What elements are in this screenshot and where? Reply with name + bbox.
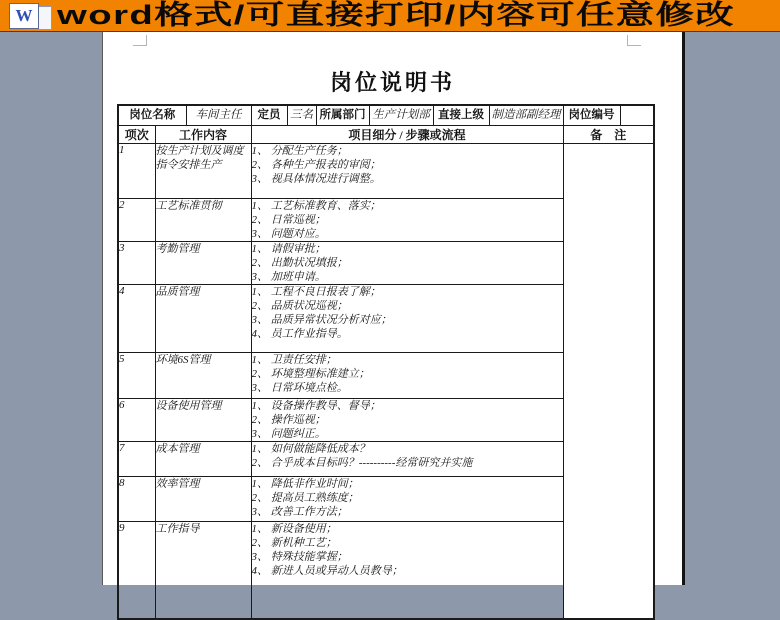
position-name-value[interactable]: 车间主任 — [186, 105, 251, 126]
row-detail[interactable] — [251, 353, 563, 399]
position-code-value[interactable] — [620, 105, 654, 126]
headcount-label: 定员 — [251, 105, 287, 126]
row-index[interactable]: 6 — [118, 399, 155, 442]
row-index[interactable]: 2 — [118, 199, 155, 242]
detail-item: 2、 环境整理标准建立； — [251, 368, 370, 380]
row-detail[interactable] — [251, 399, 563, 442]
col-header-remark: 备 注 — [563, 126, 654, 144]
detail-item: 2、 操作巡视； — [251, 414, 326, 426]
detail-item: 1、 如何做能降低成本？ — [251, 443, 370, 455]
row-content[interactable]: 环境6S管理 — [155, 353, 251, 399]
superior-value[interactable]: 制造部副经理 — [489, 105, 563, 126]
row-content[interactable]: 考勤管理 — [155, 242, 251, 285]
detail-item: 1、 设备操作教导、督导； — [251, 400, 381, 412]
department-label: 所属部门 — [316, 105, 369, 126]
detail-item: 2、 出勤状况填报； — [251, 257, 348, 269]
row-index[interactable]: 3 — [118, 242, 155, 285]
detail-item: 2、 合乎成本目标吗？----------经常研究并实施 — [251, 457, 473, 469]
detail-item: 3、 加班申请。 — [251, 271, 326, 283]
row-detail[interactable] — [251, 442, 563, 477]
text-boundary-mark-right — [627, 35, 641, 46]
row-detail[interactable] — [251, 144, 563, 199]
col-header-detail: 项目细分 / 步骤或流程 — [251, 126, 563, 144]
position-name-label: 岗位名称 — [118, 105, 186, 126]
position-code-label: 岗位编号 — [563, 105, 620, 126]
detail-item: 3、 特殊技能掌握； — [251, 551, 348, 563]
row-detail[interactable] — [251, 199, 563, 242]
detail-item: 2、 品质状况巡视； — [251, 300, 348, 312]
row-index[interactable]: 5 — [118, 353, 155, 399]
job-description-table — [117, 104, 655, 620]
detail-item: 3、 改善工作方法； — [251, 506, 348, 518]
detail-item: 2、 日常巡视； — [251, 214, 326, 226]
detail-item: 4、 新进人员或异动人员教导； — [251, 565, 403, 577]
page-title: 岗位说明书 — [329, 70, 455, 95]
department-value[interactable]: 生产计划部 — [369, 105, 433, 126]
row-index[interactable]: 9 — [118, 522, 155, 620]
row-content[interactable]: 品质管理 — [155, 285, 251, 353]
remark-cell[interactable] — [563, 144, 654, 620]
detail-item: 1、 请假审批； — [251, 243, 326, 255]
row-content[interactable]: 效率管理 — [155, 477, 251, 522]
promo-banner-text: word格式/可直接打印/内容可任意修改 — [57, 0, 736, 30]
detail-item: 3、 视具体情况进行调整。 — [251, 173, 381, 185]
detail-item: 1、 工程不良日报表了解； — [251, 286, 381, 298]
detail-item: 1、 降低非作业时间； — [251, 478, 359, 490]
detail-item: 1、 工艺标准教育、落实； — [251, 200, 381, 212]
info-header-row — [118, 105, 654, 126]
detail-item: 3、 问题纠正。 — [251, 428, 326, 440]
superior-label: 直接上级 — [433, 105, 489, 126]
row-index[interactable]: 7 — [118, 442, 155, 477]
row-content[interactable]: 工艺标准贯彻 — [155, 199, 251, 242]
row-detail[interactable] — [251, 285, 563, 353]
detail-item: 2、 提高员工熟练度； — [251, 492, 359, 504]
row-index[interactable]: 1 — [118, 144, 155, 199]
row-content[interactable]: 工作指导 — [155, 522, 251, 620]
promo-banner — [0, 0, 780, 32]
detail-item: 3、 日常环境点检。 — [251, 382, 348, 394]
col-header-content: 工作内容 — [155, 126, 251, 144]
col-header-index: 项次 — [118, 126, 155, 144]
detail-item: 3、 问题对应。 — [251, 228, 326, 240]
row-detail[interactable] — [251, 522, 563, 620]
row-content[interactable]: 设备使用管理 — [155, 399, 251, 442]
headcount-value[interactable]: 三名 — [287, 105, 316, 126]
detail-item: 3、 品质异常状况分析对应； — [251, 314, 392, 326]
table-row — [118, 144, 654, 199]
detail-item: 1、 分配生产任务； — [251, 145, 348, 157]
row-index[interactable]: 4 — [118, 285, 155, 353]
detail-item: 2、 各种生产报表的审阅； — [251, 159, 381, 171]
detail-item: 1、 卫责任安排； — [251, 354, 337, 366]
row-detail[interactable] — [251, 242, 563, 285]
row-detail[interactable] — [251, 477, 563, 522]
document-page — [102, 32, 682, 585]
text-boundary-mark-left — [133, 35, 147, 46]
word-document-icon — [8, 2, 54, 30]
word-icon-front-page: W — [9, 3, 39, 29]
row-index[interactable]: 8 — [118, 477, 155, 522]
detail-item: 2、 新机种工艺； — [251, 537, 337, 549]
page-right-edge-shadow — [682, 32, 685, 585]
column-header-row — [118, 126, 654, 144]
row-content[interactable]: 成本管理 — [155, 442, 251, 477]
detail-item: 1、 新设备使用； — [251, 523, 337, 535]
detail-item: 4、 员工作业指导。 — [251, 328, 348, 340]
row-content[interactable]: 按生产计划及调度指令安排生产 — [155, 144, 251, 199]
